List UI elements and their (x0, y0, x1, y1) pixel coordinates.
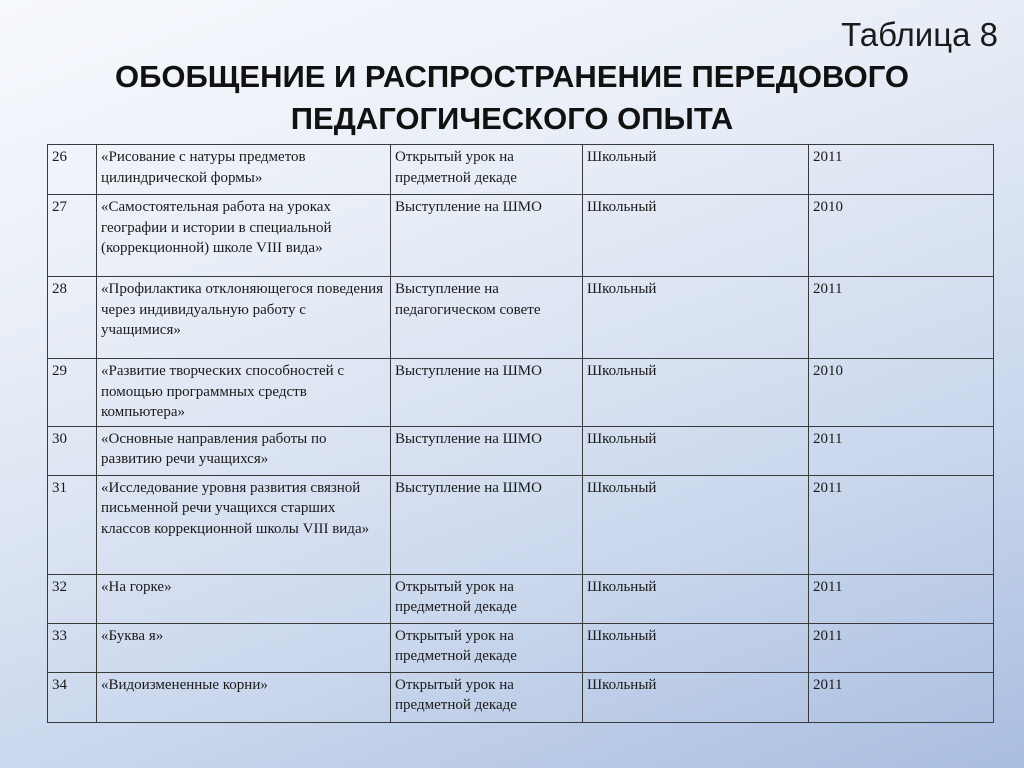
year-cell: 2011 (809, 623, 994, 672)
row-number-cell: 33 (48, 623, 97, 672)
level-cell: Школьный (583, 672, 809, 722)
table-row (48, 145, 994, 195)
level-cell: Школьный (583, 574, 809, 623)
table-row (48, 426, 994, 475)
topic-cell: «Видоизмененные корни» (97, 672, 391, 722)
slide-title-line-1: ОБОБЩЕНИЕ И РАСПРОСТРАНЕНИЕ ПЕРЕДОВОГО (115, 59, 909, 94)
table-row (48, 277, 994, 359)
table-row (48, 475, 994, 574)
row-number-cell: 29 (48, 359, 97, 427)
table-row (48, 195, 994, 277)
form-cell: Открытый урок на предметной декаде (391, 145, 583, 195)
year-cell: 2011 (809, 672, 994, 722)
year-cell: 2011 (809, 574, 994, 623)
form-cell: Выступление на ШМО (391, 195, 583, 277)
topic-cell: «На горке» (97, 574, 391, 623)
row-number-cell: 31 (48, 475, 97, 574)
row-number-cell: 30 (48, 426, 97, 475)
form-cell: Выступление на ШМО (391, 475, 583, 574)
level-cell: Школьный (583, 426, 809, 475)
year-cell: 2010 (809, 195, 994, 277)
form-cell: Открытый урок на предметной декаде (391, 623, 583, 672)
topic-cell: «Профилактика отклоняющегося поведения через индивидуальную работу с учащимися» (97, 277, 391, 359)
experience-table (47, 144, 994, 723)
form-cell: Выступление на ШМО (391, 426, 583, 475)
topic-cell: «Основные направления работы по развитию речи учащихся» (97, 426, 391, 475)
level-cell: Школьный (583, 145, 809, 195)
form-cell: Открытый урок на предметной декаде (391, 672, 583, 722)
form-cell: Выступление на ШМО (391, 359, 583, 427)
level-cell: Школьный (583, 623, 809, 672)
topic-cell: «Исследование уровня развития связной письменной речи учащихся старших классов коррекционной школы VIII вида» (97, 475, 391, 574)
topic-cell: «Развитие творческих способностей с помощью программных средств компьютера» (97, 359, 391, 427)
level-cell: Школьный (583, 277, 809, 359)
year-cell: 2011 (809, 475, 994, 574)
year-cell: 2011 (809, 277, 994, 359)
year-cell: 2011 (809, 145, 994, 195)
topic-cell: «Буква я» (97, 623, 391, 672)
row-number-cell: 26 (48, 145, 97, 195)
topic-cell: «Самостоятельная работа на уроках географии и истории в специальной (коррекционной) школе VIII вида» (97, 195, 391, 277)
row-number-cell: 34 (48, 672, 97, 722)
table-row (48, 672, 994, 722)
year-cell: 2010 (809, 359, 994, 427)
level-cell: Школьный (583, 475, 809, 574)
table-row (48, 623, 994, 672)
row-number-cell: 32 (48, 574, 97, 623)
topic-cell: «Рисование с натуры предметов цилиндрической формы» (97, 145, 391, 195)
slide-title-line-2: ПЕДАГОГИЧЕСКОГО ОПЫТА (290, 101, 734, 136)
row-number-cell: 27 (48, 195, 97, 277)
form-cell: Выступление на педагогическом совете (391, 277, 583, 359)
row-number-cell: 28 (48, 277, 97, 359)
form-cell: Открытый урок на предметной декаде (391, 574, 583, 623)
table-row (48, 359, 994, 427)
slide-title (0, 56, 1024, 140)
year-cell: 2011 (809, 426, 994, 475)
table-number-label: Таблица 8 (841, 16, 998, 53)
level-cell: Школьный (583, 195, 809, 277)
level-cell: Школьный (583, 359, 809, 427)
table-row (48, 574, 994, 623)
